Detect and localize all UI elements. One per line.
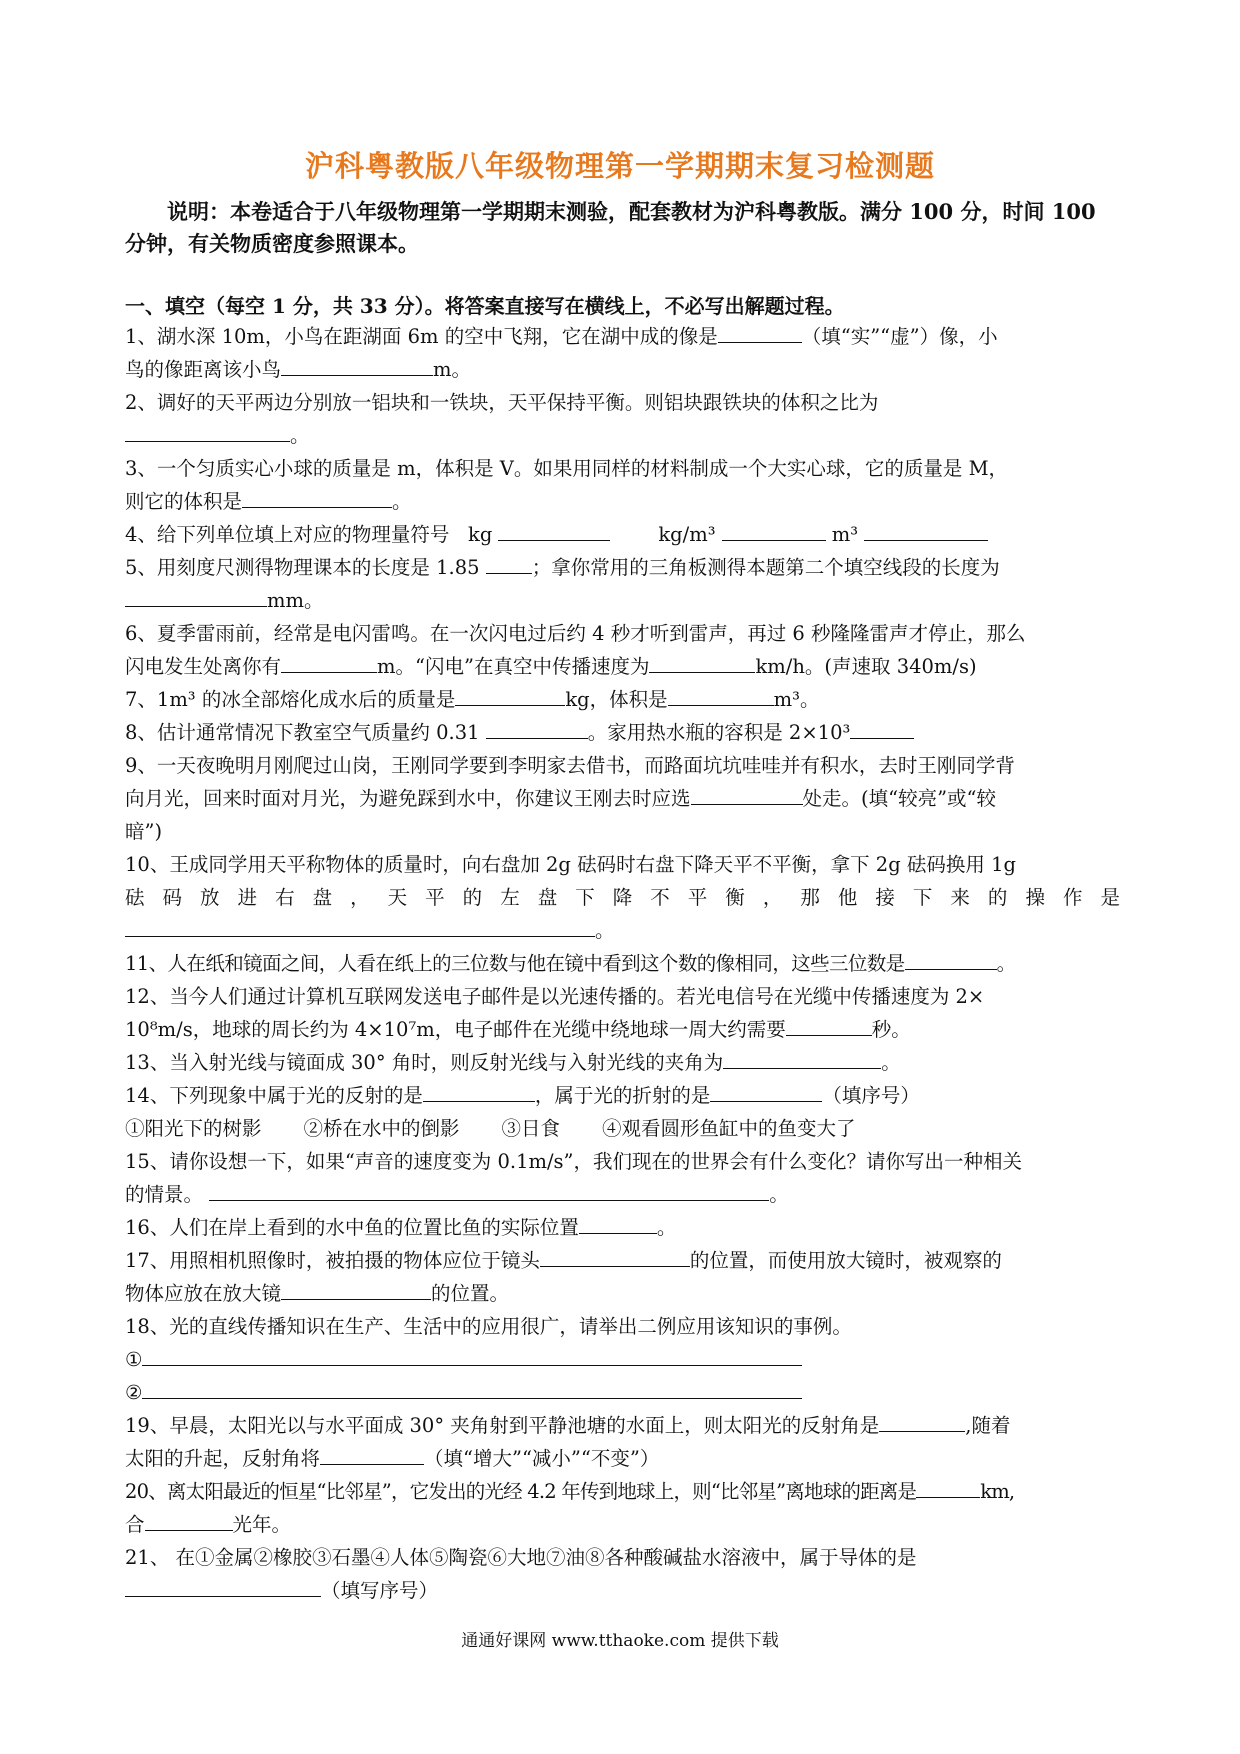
question-17-cont: 物体应放在放大镜 的位置。 [125, 1277, 1120, 1310]
answer-blank[interactable] [864, 520, 988, 541]
answer-blank[interactable] [423, 1081, 535, 1102]
answer-blank[interactable] [649, 652, 755, 673]
answer-blank[interactable] [710, 1081, 822, 1102]
question-12: 12、当今人们通过计算机互联网发送电子邮件是以光速传播的。若光电信号在光缆中传播速度为 2× [125, 985, 985, 1008]
answer-blank[interactable] [905, 949, 997, 970]
question-14: 14、下列现象中属于光的反射的是 ，属于光的折射的是 （填序号） [125, 1079, 1120, 1112]
answer-blank[interactable] [125, 916, 595, 937]
question-21: 21、 在①金属②橡胶③石墨④人体⑤陶瓷⑥大地⑦油⑧各种酸碱盐水溶液中，属于导体的是 [125, 1546, 917, 1569]
question-12-cont: 10⁸m/s，地球的周长约为 4×10⁷m，电子邮件在光缆中绕地球一周大约需要 秒。 [125, 1013, 1120, 1046]
answer-blank[interactable] [281, 652, 377, 673]
option-1: ①阳光下的树影 [125, 1117, 262, 1140]
answer-blank[interactable] [242, 487, 392, 508]
answer-blank[interactable] [850, 718, 914, 739]
answer-blank[interactable] [145, 1510, 233, 1531]
answer-blank[interactable] [879, 1411, 965, 1432]
answer-blank[interactable] [142, 1378, 802, 1399]
option-4: ④观看圆形鱼缸中的鱼变大了 [602, 1117, 856, 1140]
answer-blank[interactable] [723, 1048, 881, 1069]
question-21-cont: （填写序号） [125, 1574, 1120, 1607]
question-13: 13、当入射光线与镜面成 30° 角时，则反射光线与入射光线的夹角为 。 [125, 1046, 1120, 1079]
answer-blank[interactable] [722, 520, 826, 541]
question-18: 18、光的直线传播知识在生产、生活中的应用很广，请举出二例应用该知识的事例。 [125, 1315, 852, 1338]
question-16: 16、人们在岸上看到的水中鱼的位置比鱼的实际位置 。 [125, 1211, 1120, 1244]
answer-blank[interactable] [486, 718, 588, 739]
footer-source: 通通好课网 www.tthaoke.com 提供下载 [461, 1631, 779, 1651]
answer-blank[interactable] [718, 322, 802, 343]
answer-blank[interactable] [498, 520, 610, 541]
question-9-end: 暗”) [125, 820, 163, 843]
answer-blank[interactable] [786, 1015, 872, 1036]
answer-blank[interactable] [209, 1180, 769, 1201]
question-14-options [125, 1112, 1120, 1145]
section-heading: 一、填空（每空 1 分，共 33 分）。将答案直接写在横线上，不必写出解题过程。 [125, 294, 845, 318]
instructions-text: 说明：本卷适合于八年级物理第一学期期末测验，配套教材为沪科粤教版。满分 100 分，时间 100 分钟，有关物质密度参照课本。 [125, 199, 1096, 256]
answer-blank[interactable] [320, 1444, 424, 1465]
question-1: 1、湖水深 10m，小鸟在距湖面 6m 的空中飞翔，它在湖中成的像是 （填“实”“虚”）像，小 [125, 320, 1120, 353]
question-18-line-2: ② [125, 1376, 1120, 1409]
question-6-cont: 闪电发生处离你有 m。“闪电”在真空中传播速度为 km/h。(声速取 340m/s) [125, 650, 1120, 683]
answer-blank[interactable] [281, 1279, 431, 1300]
answer-blank[interactable] [668, 685, 774, 706]
answer-blank[interactable] [125, 421, 290, 442]
instructions [125, 196, 1120, 260]
question-10-end: 。 [125, 914, 1120, 947]
question-18-line-1: ① [125, 1343, 1120, 1376]
option-3: ③日食 [501, 1117, 561, 1140]
question-20: 20、离太阳最近的恒星“比邻星”，它发出的光经 4.2 年传到地球上，则“比邻星”离地球的距离是 km, [125, 1475, 1120, 1508]
question-10: 10、王成同学用天平称物体的质量时，向右盘加 2g 砝码时右盘下降天平不平衡，拿下 2g 砝码换用 1g [125, 853, 1016, 876]
question-3-cont: 则它的体积是 。 [125, 485, 1120, 518]
answer-blank[interactable] [142, 1345, 802, 1366]
question-19-cont: 太阳的升起，反射角将 （填“增大”“减小”“不变”） [125, 1442, 1120, 1475]
question-6: 6、夏季雷雨前，经常是电闪雷鸣。在一次闪电过后约 4 秒才听到雷声，再过 6 秒隆隆雷声才停止，那么 [125, 622, 1026, 645]
question-2: 2、调好的天平两边分别放一铝块和一铁块，天平保持平衡。则铝块跟铁块的体积之比为 [125, 391, 879, 414]
answer-blank[interactable] [579, 1213, 657, 1234]
question-9: 9、一天夜晚明月刚爬过山岗，王刚同学要到李明家去借书，而路面坑坑哇哇并有积水，去时王刚同学背 [125, 754, 1015, 777]
question-20-cont: 合 光年。 [125, 1508, 1120, 1541]
answer-blank[interactable] [455, 685, 565, 706]
answer-blank[interactable] [916, 1477, 980, 1498]
answer-blank[interactable] [281, 355, 433, 376]
question-2-cont: 。 [125, 419, 1120, 452]
answer-blank[interactable] [691, 784, 803, 805]
question-3: 3、一个匀质实心小球的质量是 m，体积是 V。如果用同样的材料制成一个大实心球，它的质量是 M， [125, 457, 1009, 480]
question-19: 19、早晨，太阳光以与水平面成 30° 夹角射到平静池塘的水面上，则太阳光的反射角是 ,随着 [125, 1409, 1120, 1442]
question-5-cont: mm。 [125, 584, 1120, 617]
option-2: ②桥在水中的倒影 [303, 1117, 460, 1140]
question-7: 7、1m³ 的冰全部熔化成水后的质量是 kg，体积是 m³。 [125, 683, 1120, 716]
question-4: 4、给下列单位填上对应的物理量符号 kg kg/m³ m³ [125, 518, 1120, 551]
answer-blank[interactable] [540, 1246, 690, 1267]
page-title: 沪科粤教版八年级物理第一学期期末复习检测题 [304, 149, 935, 183]
question-list [125, 320, 1120, 1607]
question-15-cont: 的情景。 。 [125, 1178, 1120, 1211]
question-17: 17、用照相机照像时，被拍摄的物体应位于镜头 的位置，而使用放大镜时，被观察的 [125, 1244, 1120, 1277]
question-15: 15、请你设想一下，如果“声音的速度变为 0.1m/s”，我们现在的世界会有什么变化？请你写出一种相关 [125, 1150, 1023, 1173]
answer-blank[interactable] [486, 553, 532, 574]
question-8: 8、估计通常情况下教室空气质量约 0.31 。家用热水瓶的容积是 2×10³ [125, 716, 1120, 749]
question-1-cont: 鸟的像距离该小鸟 m。 [125, 353, 1120, 386]
question-5: 5、用刻度尺测得物理课本的长度是 1.85 ；拿你常用的三角板测得本题第二个填空线段的长度为 [125, 551, 1120, 584]
answer-blank[interactable] [125, 586, 267, 607]
question-11: 11、人在纸和镜面之间，人看在纸上的三位数与他在镜中看到这个数的像相同，这些三位数是 。 [125, 947, 1120, 980]
answer-blank[interactable] [125, 1576, 321, 1597]
question-9-cont: 向月光，回来时面对月光，为避免踩到水中，你建议王刚去时应选 处走。(填“较亮”或“较 [125, 782, 1120, 815]
question-10-cont: 砝 码 放 进 右 盘 ， 天 平 的 左 盘 下 降 不 平 衡 ， 那 他 接 下 来 的 操 作 是 [125, 886, 1120, 909]
